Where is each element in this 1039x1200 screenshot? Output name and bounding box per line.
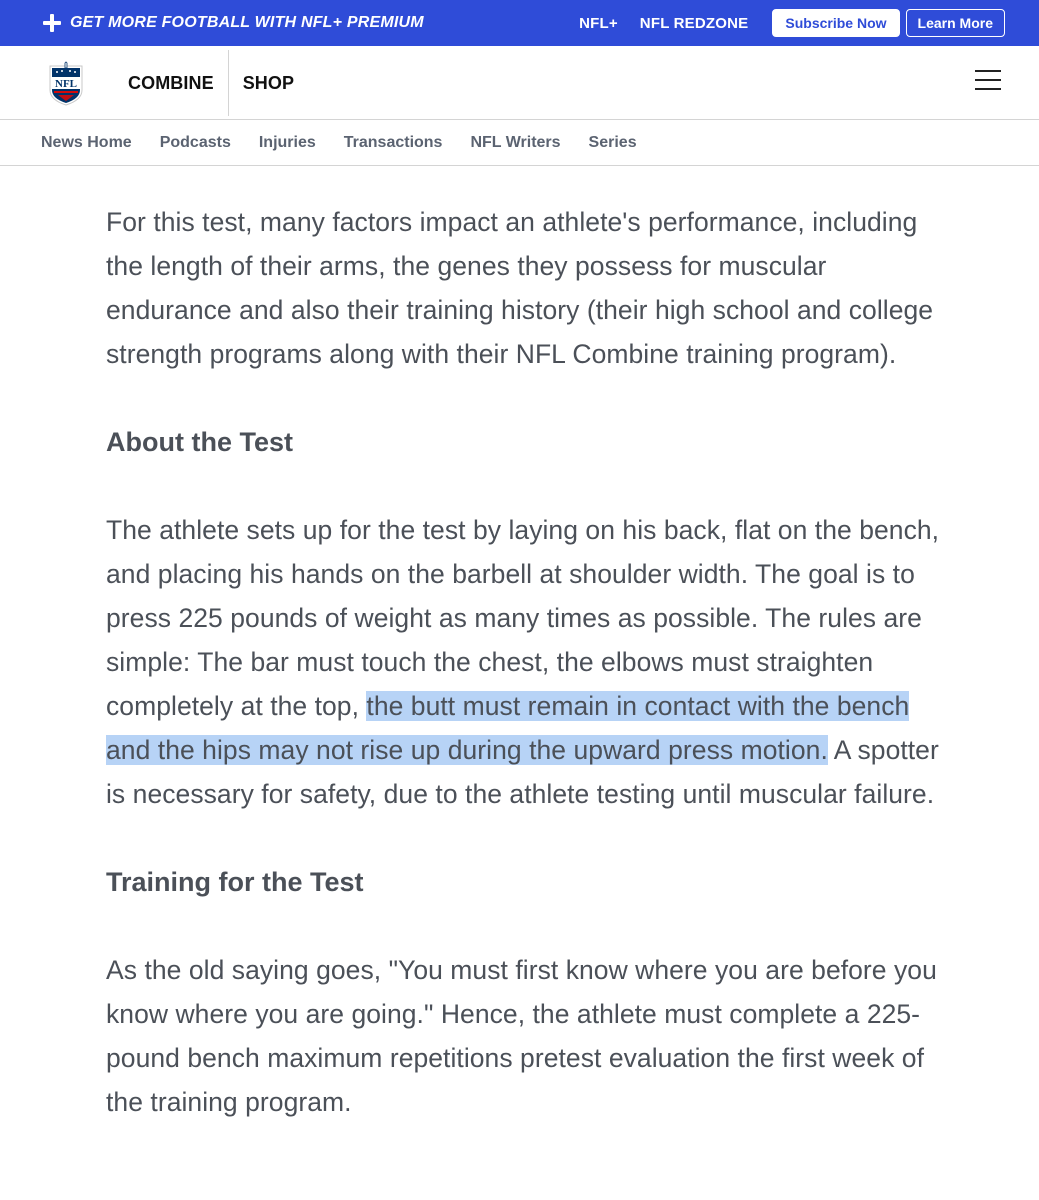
site-header (0, 46, 1039, 120)
subnav-item-nfl-writers[interactable]: NFL Writers (470, 134, 561, 151)
article-paragraph (106, 508, 951, 816)
subscribe-now-button[interactable]: Subscribe Now (772, 9, 899, 37)
highlighted-text[interactable]: the butt must remain in contact with the bench and the hips may not rise up during the upward press motion. (106, 691, 910, 765)
nav-shop[interactable]: SHOP (242, 72, 295, 93)
subnav-item-injuries[interactable]: Injuries (258, 134, 316, 151)
main-nav (128, 46, 294, 120)
paragraph-text: The athlete sets up for the test by laying on his back, flat on the bench, and placing his hands on the barbell at shoulder width. The goal is to press 225 pounds of weight as many times as possible. The rules are simple: The bar must touch the chest, the elbows must straighten completely at the top, (106, 515, 940, 721)
sub-nav (0, 121, 1039, 166)
nav-divider (228, 50, 229, 116)
learn-more-button[interactable]: Learn More (906, 9, 1005, 37)
paragraph-text: A spotter is necessary for safety, due to the athlete testing until muscular failure. (106, 735, 939, 809)
article-paragraph: For this test, many factors impact an athlete's performance, including the length of their arms, the genes they possess for muscular endurance and also their training history (their high school and college strength programs along with their NFL Combine training program). (106, 207, 934, 369)
promo-bar (0, 0, 1039, 46)
promo-link[interactable] (42, 13, 424, 33)
subnav-item-series[interactable]: Series (588, 134, 637, 151)
nfl-plus-link[interactable]: NFL+ (579, 14, 618, 32)
nfl-shield-logo[interactable] (48, 60, 84, 106)
section-heading-about: About the Test (106, 427, 293, 457)
article-paragraph: As the old saying goes, "You must first know where you are before you know where you are going." Hence, the athlete must complete a 225-pound bench maximum repetitions pretest evaluation the first week of the training program. (106, 955, 937, 1117)
nav-combine[interactable]: COMBINE (128, 72, 214, 93)
logo-text: NFL (55, 78, 77, 90)
subnav-item-news-home[interactable]: News Home (41, 134, 132, 151)
article-body (106, 200, 951, 1124)
promo-actions (579, 0, 1005, 46)
plus-icon (42, 13, 62, 33)
subnav-item-transactions[interactable]: Transactions (343, 134, 443, 151)
hamburger-menu-icon[interactable] (975, 70, 1001, 90)
promo-headline: GET MORE FOOTBALL WITH NFL+ PREMIUM (70, 14, 424, 31)
section-heading-training: Training for the Test (106, 867, 364, 897)
nfl-redzone-link[interactable]: NFL REDZONE (639, 14, 749, 32)
subnav-item-podcasts[interactable]: Podcasts (159, 134, 231, 151)
